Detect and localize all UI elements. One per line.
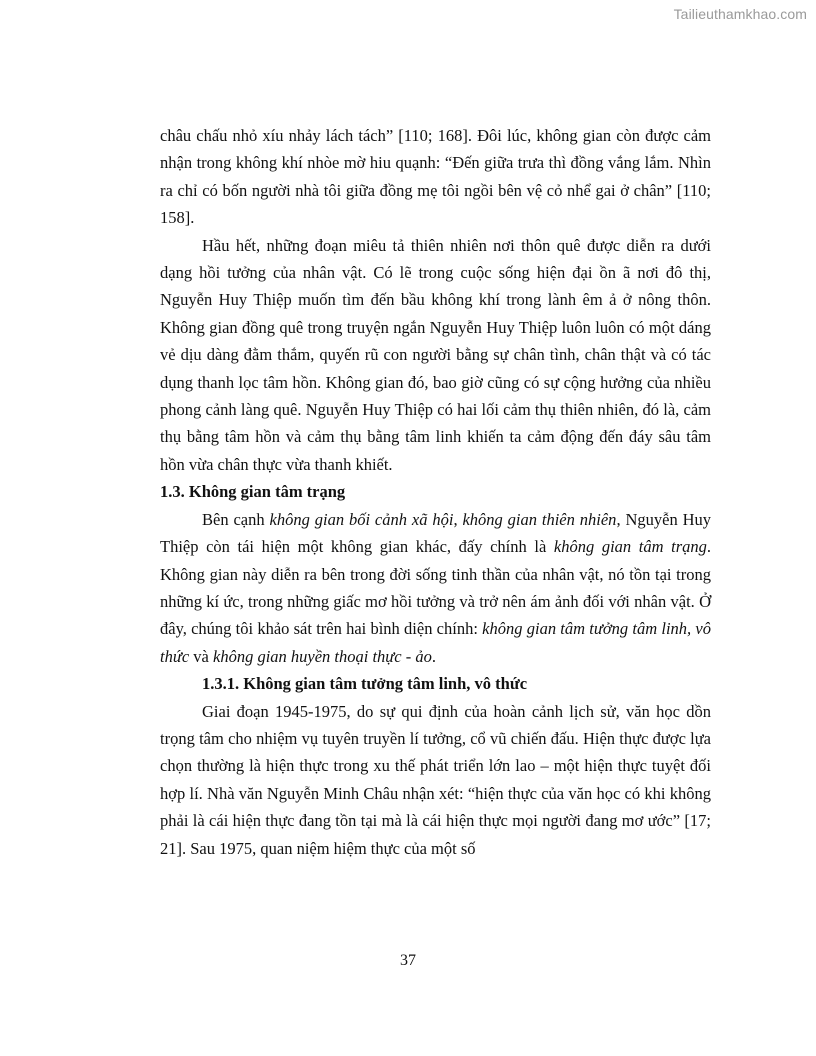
italic-term: không gian bối cảnh xã hội bbox=[269, 509, 454, 529]
watermark: Tailieuthamkhao.com bbox=[673, 6, 807, 22]
italic-term: không gian tâm tưởng tâm linh, vô thức bbox=[160, 619, 711, 666]
italic-term: không gian thiên nhiên bbox=[462, 509, 617, 529]
page-body bbox=[160, 122, 711, 862]
paragraph-continuation: châu chấu nhỏ xíu nhảy lách tách” [110; 168]. Đôi lúc, không gian còn được cảm nhận trong không khí nhòe mờ hiu quạnh: “Đến giữa trưa thì đồng vắng lắm. Nhìn ra chỉ có bốn người nhà tôi giữa đồng mẹ tôi ngồi bên vệ cỏ nhể gai ở chân” [110; 158]. bbox=[160, 126, 711, 228]
paragraph-historical-context: Giai đoạn 1945-1975, do sự qui định của hoàn cảnh lịch sử, văn học dồn trọng tâm cho nhiệm vụ tuyên truyền lí tưởng, cổ vũ chiến đấu. Hiện thực được lựa chọn thường là hiện thực trong xu thế phát triển lớn lao – một hiện thực tuyệt đối hợp lí. Nhà văn Nguyễn Minh Châu nhận xét: “hiện thực của văn học có khi không phải là cái hiện thực đang tồn tại mà là cái hiện thực mọi người đang mơ ước” [17; 21]. Sau 1975, quan niệm hiệm thực của một số bbox=[160, 701, 711, 858]
text-run: . Không gian này diễn ra bên trong đời sống tinh thần của nhân vật, nó tồn tại trong những kí ức, trong những giấc mơ hồi tưởng và trở nên ám ảnh đối với nhân vật. Ở đây, chúng tôi khảo sát trên hai bình diện chính: bbox=[160, 537, 712, 639]
italic-term: không gian tâm trạng bbox=[553, 537, 707, 557]
italic-term: không gian huyền thoại thực - ảo bbox=[213, 646, 432, 666]
paragraph-mood-space bbox=[160, 506, 711, 670]
section-heading-1-3-1: 1.3.1. Không gian tâm tưởng tâm linh, vô thức bbox=[202, 674, 528, 694]
text-run: . bbox=[431, 646, 436, 666]
text-run: , bbox=[453, 509, 463, 529]
text-run: , Nguyễn Huy Thiệp còn tái hiện một không gian khác, đấy chính là bbox=[160, 509, 711, 557]
paragraph-nature-recollection: Hầu hết, những đoạn miêu tả thiên nhiên nơi thôn quê được diễn ra dưới dạng hồi tưởng của nhân vật. Có lẽ trong cuộc sống hiện đại ồn ã nơi đô thị, Nguyễn Huy Thiệp muốn tìm đến bầu không khí trong lành êm ả ở nông thôn. Không gian đồng quê trong truyện ngắn Nguyễn Huy Thiệp luôn luôn có một dáng vẻ dịu dàng đằm thắm, quyến rũ con người bằng sự chân tình, chân thật và có tác dụng thanh lọc tâm hồn. Không gian đó, bao giờ cũng có sự cộng hưởng của nhiều phong cảnh làng quê. Nguyễn Huy Thiệp có hai lối cảm thụ thiên nhiên, đó là, cảm thụ bằng tâm hồn và cảm thụ bằng tâm linh khiến ta cảm động đến đáy sâu tâm hồn vừa chân thực vừa thanh khiết. bbox=[160, 235, 711, 474]
text-run: và bbox=[189, 646, 213, 666]
page-number: 37 bbox=[400, 952, 416, 969]
section-heading-1-3: 1.3. Không gian tâm trạng bbox=[160, 482, 346, 502]
text-run: Bên cạnh bbox=[202, 509, 270, 529]
